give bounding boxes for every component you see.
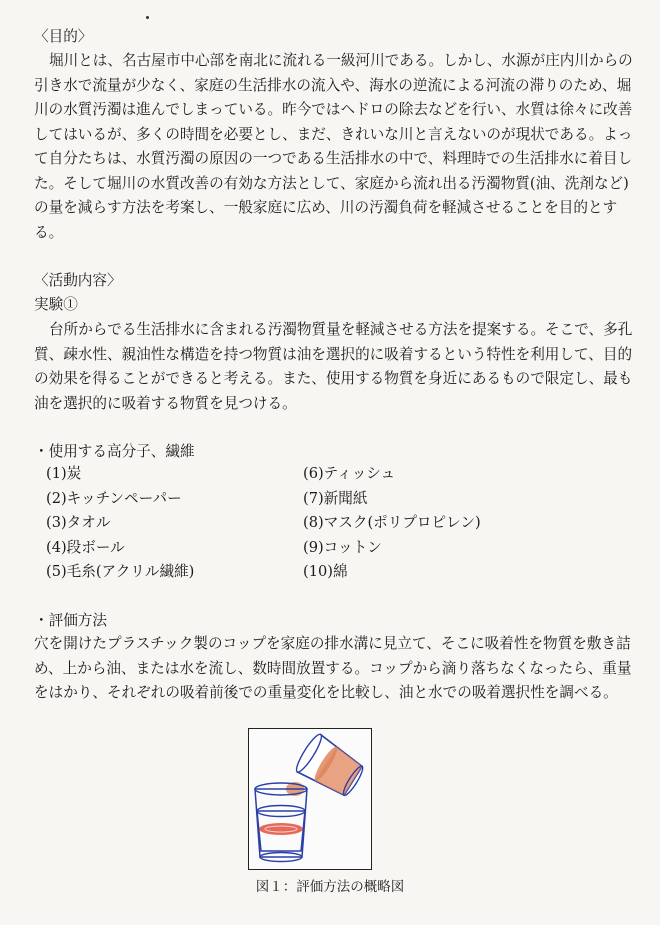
activity-paragraph: 台所からでる生活排水に含まれる汚濁物質量を軽減させる方法を提案する。そこで、多孔質、疎水性、親油性な構造を持つ物質は油を選択的に吸着するという特性を利用して、目的の効果を得ることができると考える。また、使用する物質を身近にあるもので限定し、最も油を選択的に吸着する物質を見つける。: [34, 321, 633, 412]
materials-list-left: [46, 462, 194, 585]
material-item: (4)段ボール: [46, 538, 125, 556]
evaluation-paragraph: 穴を開けたプラスチック製のコップを家庭の排水溝に見立て、そこに吸着性を物質を敷き詰め、上から油、または水を流し、数時間放置する。コップから滴り落ちなくなったら、重量をはかり、それぞれの吸着前後での重量変化を比較し、油と水での吸着選択性を調べる。: [34, 635, 632, 701]
materials-heading: ・使用する高分子、繊維: [34, 443, 195, 460]
activity-heading: 〈活動内容〉: [34, 272, 122, 289]
figure-caption: 図１：評価方法の概略図: [255, 879, 405, 895]
material-item: (5)毛糸(アクリル繊維): [46, 563, 195, 580]
speck: [146, 16, 149, 19]
material-item: (8)マスク(ポリプロピレン): [303, 514, 481, 531]
material-item: (3)タオル: [46, 514, 111, 531]
evaluation-diagram: [249, 729, 370, 868]
evaluation-heading: ・評価方法: [34, 612, 107, 629]
figure-frame: [248, 728, 372, 870]
experiment-label: 実験①: [34, 296, 78, 313]
materials-list-right: [303, 462, 481, 585]
inner-cup: [257, 806, 305, 852]
material-item: (2)キッチンペーパー: [46, 489, 182, 507]
material-item: (1)炭: [46, 465, 82, 482]
material-item: (6)ティッシュ: [303, 465, 396, 482]
material-item: (10)綿: [303, 563, 348, 580]
material-item: (7)新聞紙: [303, 489, 368, 507]
material-item: (9)コットン: [303, 538, 382, 556]
purpose-heading: 〈目的〉: [34, 28, 93, 45]
absorbent-material: [259, 823, 303, 835]
purpose-paragraph: 堀川とは、名古屋市中心部を南北に流れる一級河川である。しかし、水源が庄内川からの引き水で流量が少なく、家庭の生活排水の流入や、海水の逆流による河流の滞りのため、堀川の水質汚濁は進んでしまっている。昨今ではヘドロの除去などを行い、水質は徐々に改善してはいるが、多くの時間を必要とし、まだ、きれいな川と言えないのが現状である。よって自分たちは、水質汚濁の原因の一つである生活排水の中で、料理時での生活排水に着目した。そして堀川の水質改善の有効な方法として、家庭から流れ出る汚濁物質(油、洗剤など)の量を減らす方法を考案し、一般家庭に広め、川の汚濁負荷を軽減させることを目的とする。: [34, 52, 633, 241]
